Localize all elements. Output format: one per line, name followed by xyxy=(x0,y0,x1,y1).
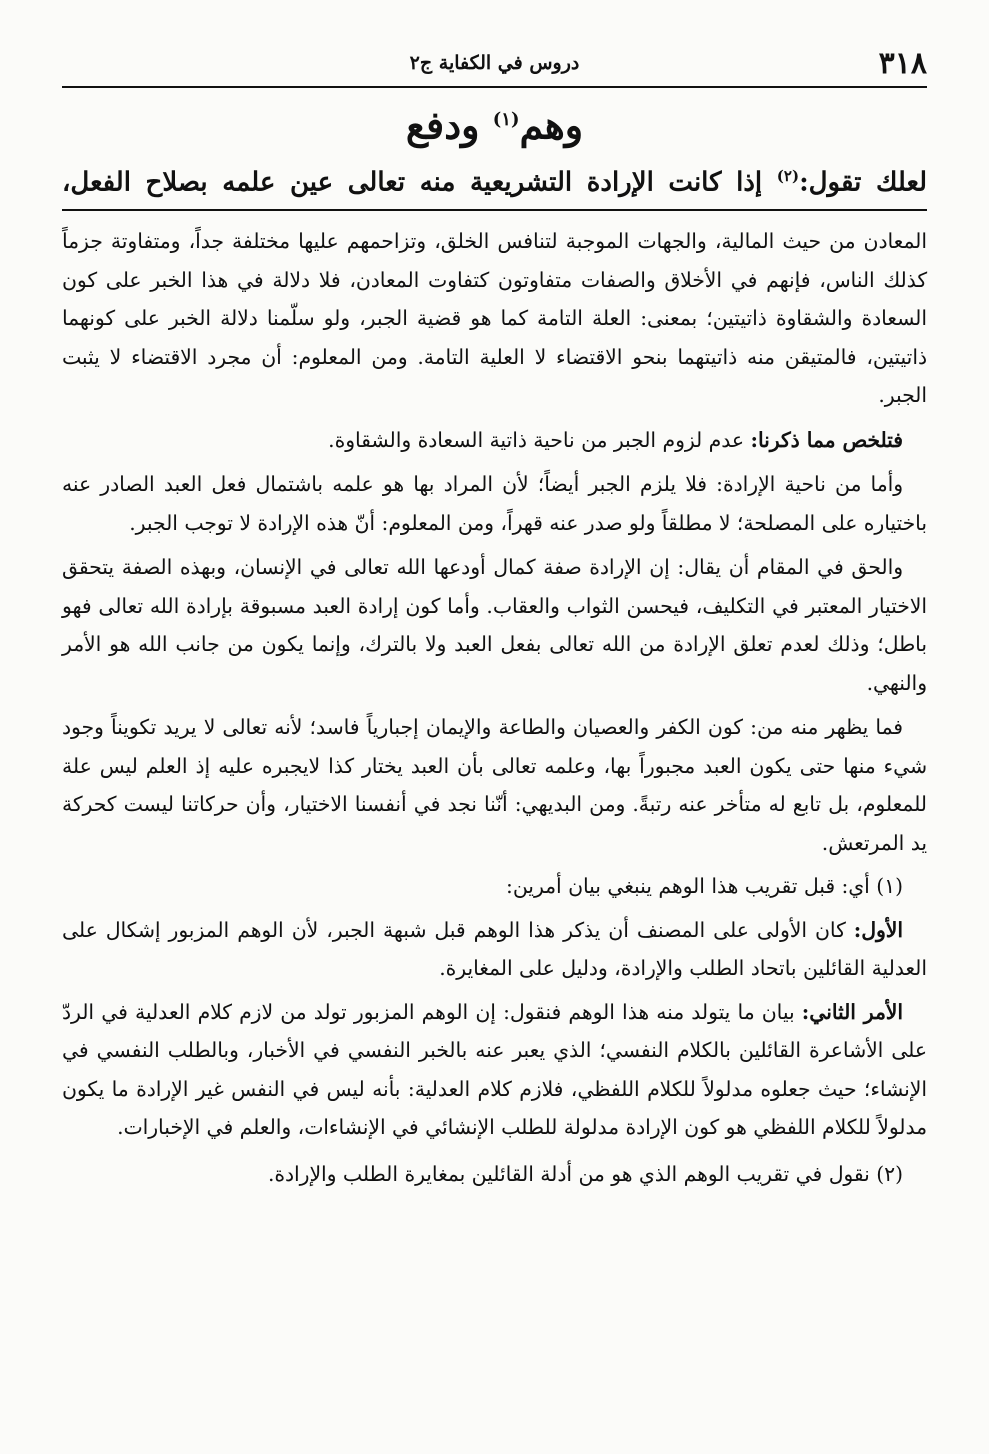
footnote-1-first xyxy=(62,911,927,988)
footnote-1-first-lead: الأول: xyxy=(853,917,903,942)
footnote-1-second-lead: الأمر الثاني: xyxy=(801,999,904,1024)
section-heading xyxy=(62,92,927,154)
footnote-1-first-text: كان الأولى على المصنف أن يذكر هذا الوهم قبل شبهة الجبر، لأن الوهم المزبور إشكال على العدلية القائلين باتحاد الطلب والإرادة، ودليل على المغايرة. xyxy=(62,917,927,980)
summary-lead: فتلخص مما ذكرنا: xyxy=(750,427,903,452)
heading-word-wahm: وهم xyxy=(519,102,584,148)
footnote-1-second xyxy=(62,993,927,1147)
footnote-1-second-text: بيان ما يتولد منه هذا الوهم فنقول: إن الوهم المزبور تولد من لازم كلام العدلية في الردّ على الأشاعرة القائلين بالكلام النفسي؛ الذي يعبر عنه بالخبر النفسي في الأخبار، وبالطلب النفسي في الإنشاء؛ حيث جعلوه مدلولاً للكلام اللفظي، فلازم كلام العدلية: بأنه ليس في النفس غير الإرادة ما يكون مدلولاً للكلام اللفظي هو كون الإرادة مدلولة للطلب الإنشائي في الإنشاءات، والعلم في الإخبارات. xyxy=(62,999,927,1139)
paragraph-truth: والحق في المقام أن يقال: إن الإرادة صفة كمال أودعها الله تعالى في الإنسان، وبهذه الصفة يتحقق الاختيار المعتبر في التكليف، فيحسن الثواب والعقاب. وأما كون إرادة العبد مسبوقة بإرادة الله تعالى فهو باطل؛ وذلك لعدم تعلق الإرادة من الله تعالى بفعل العبد ولا بالترك، وإنما يكون من جانب الله هو الأمر والنهي. xyxy=(62,555,927,695)
summary-text: عدم لزوم الجبر من ناحية ذاتية السعادة والشقاوة. xyxy=(328,427,744,452)
footnote-ref-2: (٢) xyxy=(776,167,800,185)
carried-over-line xyxy=(62,152,927,207)
heading-word-dafa: ودفع xyxy=(405,102,480,148)
running-head xyxy=(62,42,927,88)
carry-line-rest: إذا كانت الإرادة التشريعية منه تعالى عين علمه بصلاح الفعل، xyxy=(62,167,763,198)
paragraph-summary xyxy=(62,421,927,460)
page-body xyxy=(62,222,927,1193)
paragraph-will: وأما من ناحية الإرادة: فلا يلزم الجبر أيضاً؛ لأن المراد بها هو علمه باشتمال فعل العبد الصادر عنه باختياره على المصلحة؛ لا مطلقاً ولو صدر عنه قهراً، ومن المعلوم: أنّ هذه الإرادة لا توجب الجبر. xyxy=(62,472,927,535)
page-number: ٣١٨ xyxy=(878,46,927,81)
footnote-1: (١) أي: قبل تقريب هذا الوهم ينبغي بيان أمرين: xyxy=(506,874,903,898)
footnote-separator-rule xyxy=(62,209,927,211)
paragraph-consequence: فما يظهر منه من: كون الكفر والعصيان والطاعة والإيمان إجبارياً فاسد؛ لأنه تعالى لا يريد تكويناً وجود شيء منها حتى يكون العبد مجبوراً بها، وعلمه تعالى بأن العبد يختار كذا لايجبره عليه إذ العلم ليس علة للمعلوم، بل تابع له متأخر عنه رتبةً. ومن البديهي: أنّنا نجد في أنفسنا الاختيار، وأن حركاتنا ليست كحركة يد المرتعش. xyxy=(62,715,927,855)
paragraph-commentary-1: المعادن من حيث المالية، والجهات الموجبة لتنافس الخلق، وتزاحمهم عليها مختلفة جداً، ومتفاوتة جزماً كذلك الناس، فإنهم في الأخلاق والصفات متفاوتون كتفاوت المعادن، فلا دلالة في هذا الخبر على كون السعادة والشقاوة ذاتيتين؛ بمعنى: العلة التامة كما هو قضية الجبر، ولو سلّمنا دلالة الخبر على كونهما ذاتيتين، فالمتيقن منه ذاتيتهما بنحو الاقتضاء لا العلية التامة. ومن المعلوم: أن مجرد الاقتضاء لا يثبت الجبر. xyxy=(62,229,927,407)
running-title: دروس في الكفاية ج٢ xyxy=(409,52,580,74)
footnote-ref-1: (١) xyxy=(492,109,520,130)
footnote-2: (٢) نقول في تقريب الوهم الذي هو من أدلة القائلين بمغايرة الطلب والإرادة. xyxy=(267,1161,903,1186)
carry-line-lead: لعلك تقول: xyxy=(799,167,927,198)
